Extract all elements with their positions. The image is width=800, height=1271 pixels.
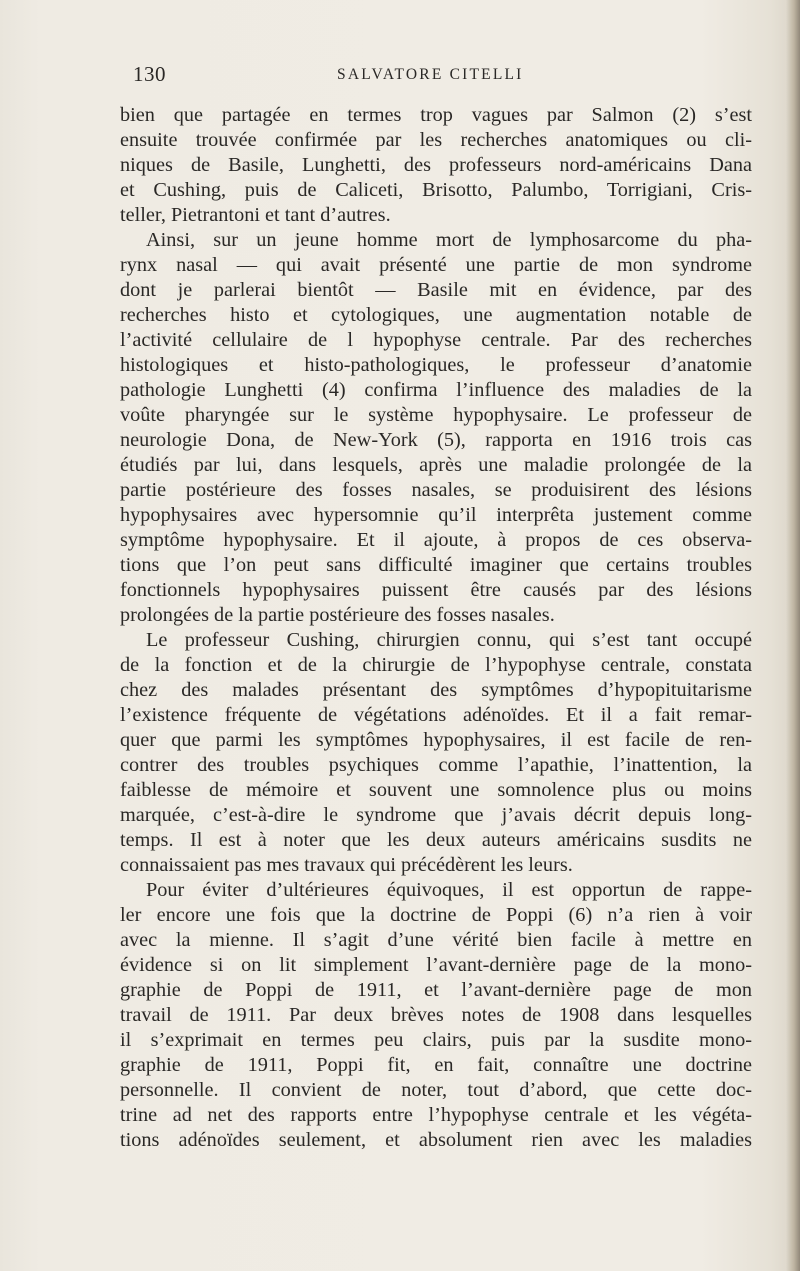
text-line: l’activité cellulaire de l hypophyse centrale. Par des recherches [120,329,752,351]
page-edge-shadow [786,0,800,1271]
text-line: marquée, c’est-à-dire le syndrome que j’avais décrit depuis long- [120,804,752,826]
text-line: évidence si on lit simplement l’avant-dernière page de la mono- [120,954,752,976]
text-line: de la fonction et de la chirurgie de l’hypophyse centrale, constata [120,654,752,676]
text-line: pathologie Lunghetti (4) confirma l’influence des maladies de la [120,379,752,401]
text-line: quer que parmi les symptômes hypophysaires, il est facile de ren- [120,729,752,751]
text-line: Le professeur Cushing, chirurgien connu, qui s’est tant occupé [146,629,752,651]
running-head: SALVATORE CITELLI [337,66,524,83]
text-line: recherches histo et cytologiques, une augmentation notable de [120,304,752,326]
text-line: prolongées de la partie postérieure des fosses nasales. [120,604,555,626]
text-line: Pour éviter d’ultérieures équivoques, il est opportun de rappe- [146,879,752,901]
text-line: symptôme hypophysaire. Et il ajoute, à propos de ces observa- [120,529,752,551]
text-line: dont je parlerai bientôt — Basile mit en évidence, par des [120,279,752,301]
text-line: hypophysaires avec hypersomnie qu’il interprêta justement comme [120,504,752,526]
page-number: 130 [133,62,166,86]
text-line: contrer des troubles psychiques comme l’apathie, l’inattention, la [120,754,752,776]
text-line: connaissaient pas mes travaux qui précédèrent les leurs. [120,854,573,876]
text-line: neurologie Dona, de New-York (5), rapporta en 1916 trois cas [120,429,752,451]
body-text [120,103,752,1153]
text-line: il s’exprimait en termes peu clairs, puis par la susdite mono- [120,1029,752,1051]
text-line: l’existence fréquente de végétations adénoïdes. Et il a fait remar- [120,704,752,726]
text-line: tions que l’on peut sans difficulté imaginer que certains troubles [120,554,752,576]
text-line: avec la mienne. Il s’agit d’une vérité bien facile à mettre en [120,929,752,951]
text-line: tions adénoïdes seulement, et absolument rien avec les maladies [120,1129,752,1151]
text-line: personnelle. Il convient de noter, tout d’abord, que cette doc- [120,1079,752,1101]
text-line: histologiques et histo-pathologiques, le professeur d’anatomie [120,354,752,376]
text-line: fonctionnels hypophysaires puissent être causés par des lésions [120,579,752,601]
text-line: temps. Il est à noter que les deux auteurs américains susdits ne [120,829,752,851]
text-line: Ainsi, sur un jeune homme mort de lymphosarcome du pha- [146,229,752,251]
text-line: ler encore une fois que la doctrine de Poppi (6) n’a rien à voir [120,904,752,926]
text-line: faiblesse de mémoire et souvent une somnolence plus ou moins [120,779,752,801]
text-line: trine ad net des rapports entre l’hypophyse centrale et les végéta- [120,1104,752,1126]
text-line: partie postérieure des fosses nasales, se produisirent des lésions [120,479,752,501]
text-line: ensuite trouvée confirmée par les recherches anatomiques ou cli- [120,129,752,151]
page-header [133,62,745,92]
text-line: rynx nasal — qui avait présenté une partie de mon syndrome [120,254,752,276]
text-line: teller, Pietrantoni et tant d’autres. [120,204,391,226]
text-line: niques de Basile, Lunghetti, des professeurs nord-américains Dana [120,154,752,176]
text-line: chez des malades présentant des symptômes d’hypopituitarisme [120,679,752,701]
text-line: bien que partagée en termes trop vagues par Salmon (2) s’est [120,104,752,126]
text-line: voûte pharyngée sur le système hypophysaire. Le professeur de [120,404,752,426]
text-line: graphie de 1911, Poppi fit, en fait, connaître une doctrine [120,1054,752,1076]
text-line: travail de 1911. Par deux brèves notes de 1908 dans lesquelles [120,1004,752,1026]
text-line: graphie de Poppi de 1911, et l’avant-dernière page de mon [120,979,752,1001]
text-line: et Cushing, puis de Caliceti, Brisotto, Palumbo, Torrigiani, Cris- [120,179,752,201]
text-line: étudiés par lui, dans lesquels, après une maladie prolongée de la [120,454,752,476]
